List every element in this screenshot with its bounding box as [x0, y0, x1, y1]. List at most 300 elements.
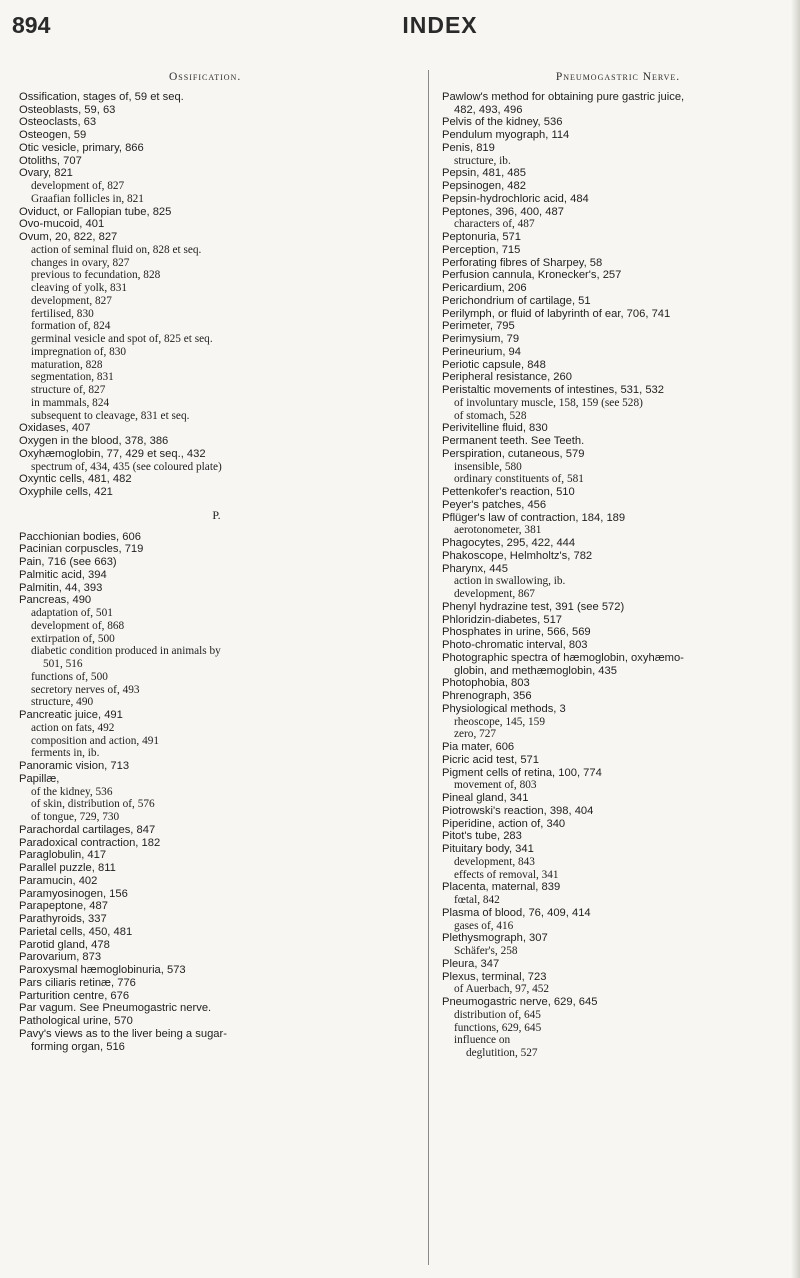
index-subentry [442, 588, 794, 601]
index-subentry [19, 633, 414, 646]
index-subentry [19, 684, 414, 697]
index-entry [19, 448, 414, 461]
entry-text: Pettenkofer's reaction, 510 [442, 486, 575, 498]
index-subentry [19, 461, 414, 474]
entry-text: Parotid gland, 478 [19, 938, 110, 951]
entry-text: subsequent to cleavage, 831 et seq. [31, 409, 190, 422]
entry-text: ordinary constituents of, 581 [454, 473, 584, 486]
index-subentry [19, 333, 414, 346]
entry-text: of tongue, 729, 730 [31, 811, 120, 823]
index-subentry [442, 524, 794, 537]
entry-text: fertilised, 830 [31, 307, 94, 320]
entry-text: Ossification, stages of, 59 et seq. [19, 90, 184, 103]
index-entry [442, 499, 794, 512]
page-edge-shadow [791, 0, 800, 1278]
entry-text: Pawlow's method for obtaining pure gastric juice, [442, 90, 685, 103]
entry-text: Phakoscope, Helmholtz's, 782 [442, 549, 593, 562]
index-entry [442, 639, 794, 652]
entry-text: Phagocytes, 295, 422, 444 [442, 537, 576, 549]
index-entry [19, 951, 414, 964]
entry-text: extirpation of, 500 [31, 632, 115, 645]
index-subentry [19, 671, 414, 684]
entry-text: Peripheral resistance, 260 [442, 371, 572, 384]
entry-text: Penis, 819 [442, 141, 495, 154]
index-subentry [19, 410, 414, 423]
entry-text: adaptation of, 501 [31, 607, 113, 619]
entry-text: ferments in, ib. [31, 747, 100, 760]
index-entry [442, 690, 794, 703]
index-entry [442, 295, 794, 308]
index-subentry [442, 473, 794, 486]
index-subentry [442, 575, 794, 588]
index-entry [19, 129, 414, 142]
entry-text: Oviduct, or Fallopian tube, 825 [19, 205, 172, 218]
index-entry [19, 582, 414, 595]
entry-text: Plasma of blood, 76, 409, 414 [442, 906, 591, 919]
index-entry [19, 913, 414, 926]
entry-text: Phenyl hydrazine test, 391 (see 572) [442, 600, 625, 613]
entry-text: Piotrowski's reaction, 398, 404 [442, 804, 594, 817]
index-subentry [19, 786, 414, 799]
index-entry [442, 843, 794, 856]
entry-continuation: forming organ, 516 [31, 1040, 125, 1053]
entry-text: Par vagum. See Pneumogastric nerve. [19, 1002, 212, 1015]
index-subentry [19, 269, 414, 282]
entry-text: Pitot's tube, 283 [442, 830, 522, 843]
entry-text: Parovarium, 873 [19, 951, 102, 964]
entry-text: Ovary, 821 [19, 167, 73, 180]
entry-text: Otic vesicle, primary, 866 [19, 141, 144, 154]
index-entry [442, 333, 794, 346]
index-entry [442, 142, 794, 155]
page-title: INDEX [402, 12, 478, 38]
index-entry [442, 384, 794, 397]
index-entry [442, 767, 794, 780]
entry-text: Pneumogastric nerve, 629, 645 [442, 996, 598, 1008]
entry-text: structure, 490 [31, 696, 94, 709]
entry-text: Oxyphile cells, 421 [19, 486, 113, 498]
index-entry [442, 932, 794, 945]
index-subentry [19, 180, 414, 193]
entry-text: development, 827 [31, 294, 112, 307]
entry-text: aerotonometer, 381 [454, 524, 542, 537]
index-subentry [19, 620, 414, 633]
index-subentry [442, 983, 794, 996]
entry-text: Oxyntic cells, 481, 482 [19, 473, 132, 486]
index-subentry [442, 856, 794, 869]
index-entry [19, 926, 414, 939]
index-entry [19, 91, 414, 104]
left-column [19, 71, 414, 1053]
index-subentry [19, 747, 414, 760]
index-entry [19, 760, 414, 773]
index-entry [19, 824, 414, 837]
index-subentry [442, 869, 794, 882]
right-column-heading: Pneumogastric Nerve. [555, 71, 681, 83]
entry-text: rheoscope, 145, 159 [454, 715, 545, 728]
entry-text: Parallel puzzle, 811 [19, 862, 116, 874]
index-entry [19, 1028, 414, 1054]
entry-text: Pituitary body, 341 [442, 843, 534, 855]
index-subentry [442, 397, 794, 410]
entry-text: Pigment cells of retina, 100, 774 [442, 766, 602, 779]
index-entry [442, 193, 794, 206]
index-entry [19, 167, 414, 180]
index-entry [442, 703, 794, 716]
index-entry [442, 677, 794, 690]
entry-text: Pelvis of the kidney, 536 [442, 116, 563, 129]
entry-text: deglutition, 527 [466, 1047, 538, 1059]
entry-text: Schäfer's, 258 [454, 945, 518, 957]
entry-text: gases of, 416 [454, 919, 514, 932]
entry-text: Perception, 715 [442, 243, 521, 256]
index-subentry [19, 282, 414, 295]
entry-text: development, 867 [454, 588, 535, 600]
entry-continuation: globin, and methæmoglobin, 435 [454, 664, 617, 677]
entry-text: Palmitic acid, 394 [19, 568, 107, 581]
index-entry [442, 550, 794, 563]
index-entry [442, 422, 794, 435]
index-entry [442, 257, 794, 270]
index-entry [442, 206, 794, 219]
entry-text: Paramyosinogen, 156 [19, 887, 128, 900]
entry-text: spectrum of, 434, 435 (see coloured plate) [31, 460, 222, 473]
index-entry [442, 308, 794, 321]
index-subentry [442, 894, 794, 907]
entry-text: Pleura, 347 [442, 957, 500, 970]
index-subentry [442, 218, 794, 231]
entry-text: impregnation of, 830 [31, 345, 127, 358]
index-subentry [442, 461, 794, 474]
index-subentry [19, 645, 414, 671]
entry-text: Pavy's views as to the liver being a sugar- [19, 1027, 227, 1040]
index-entry [19, 849, 414, 862]
entry-text: previous to fecundation, 828 [31, 269, 161, 282]
index-entry [19, 1015, 414, 1028]
index-entry [19, 543, 414, 556]
entry-text: of involuntary muscle, 158, 159 (see 528) [454, 396, 643, 409]
index-entry [19, 531, 414, 544]
entry-text: influence on [454, 1034, 511, 1047]
entry-text: Phrenograph, 356 [442, 690, 532, 702]
entry-text: Peyer's patches, 456 [442, 498, 547, 511]
entry-text: of the kidney, 536 [31, 785, 113, 798]
entry-text: Pineal gland, 341 [442, 792, 529, 804]
entry-text: Oxyhæmoglobin, 77, 429 et seq., 432 [19, 447, 206, 460]
entry-text: of stomach, 528 [454, 409, 527, 422]
entry-text: Papillæ, [19, 772, 60, 785]
entry-text: Physiological methods, 3 [442, 702, 566, 715]
entry-text: Perfusion cannula, Kronecker's, 257 [442, 269, 622, 282]
index-entry [442, 512, 794, 525]
index-subentry [19, 371, 414, 384]
entry-continuation: 501, 516 [43, 658, 83, 670]
entry-continuation: 482, 493, 496 [454, 103, 523, 116]
index-entry [442, 435, 794, 448]
index-subentry [19, 359, 414, 372]
entry-text: Paradoxical contraction, 182 [19, 836, 161, 849]
index-list-p [19, 531, 414, 1054]
entry-text: structure, ib. [454, 154, 511, 167]
entry-text: Photo-chromatic interval, 803 [442, 639, 588, 651]
index-subentry [19, 346, 414, 359]
entry-text: zero, 727 [454, 728, 497, 741]
entry-text: Pepsin, 481, 485 [442, 167, 526, 180]
index-entry [19, 709, 414, 722]
entry-text: Plexus, terminal, 723 [442, 970, 547, 983]
index-entry [442, 996, 794, 1009]
entry-text: Pepsinogen, 482 [442, 180, 526, 192]
entry-text: Ovum, 20, 822, 827 [19, 231, 118, 243]
entry-text: development of, 868 [31, 619, 125, 632]
index-entry [442, 830, 794, 843]
index-subentry [442, 1034, 794, 1047]
index-subentry [19, 735, 414, 748]
entry-text: action in swallowing, ib. [454, 575, 566, 588]
entry-text: distribution of, 645 [454, 1008, 541, 1021]
entry-text: Palmitin, 44, 393 [19, 581, 103, 594]
index-entry [442, 754, 794, 767]
entry-text: functions of, 500 [31, 670, 108, 683]
entry-text: Placenta, maternal, 839 [442, 881, 561, 894]
index-entry [442, 371, 794, 384]
right-column [442, 71, 794, 1060]
entry-text: Pia mater, 606 [442, 741, 515, 753]
index-subentry [442, 410, 794, 423]
column-divider [428, 70, 429, 1265]
entry-text: Parturition centre, 676 [19, 989, 130, 1002]
index-entry [442, 282, 794, 295]
entry-text: diabetic condition produced in animals by [31, 645, 221, 658]
index-entry [19, 773, 414, 786]
entry-text: Pacchionian bodies, 606 [19, 530, 141, 543]
index-entry [442, 537, 794, 550]
entry-text: Phosphates in urine, 566, 569 [442, 626, 591, 639]
index-entry [442, 180, 794, 193]
index-entry [19, 862, 414, 875]
index-entry [19, 888, 414, 901]
entry-text: Pacinian corpuscles, 719 [19, 543, 144, 556]
index-subentry [19, 397, 414, 410]
page-number: 894 [12, 12, 51, 38]
entry-text: characters of, 487 [454, 218, 535, 231]
entry-text: structure of, 827 [31, 384, 106, 396]
entry-text: Pancreatic juice, 491 [19, 709, 123, 721]
entry-text: Perilymph, or fluid of labyrinth of ear, 706, 741 [442, 307, 671, 320]
entry-text: action of seminal fluid on, 828 et seq. [31, 243, 202, 256]
entry-text: Paroxysmal hæmoglobinuria, 573 [19, 964, 186, 976]
entry-text: functions, 629, 645 [454, 1021, 542, 1034]
entry-text: Perspiration, cutaneous, 579 [442, 447, 585, 460]
entry-text: Parietal cells, 450, 481 [19, 925, 133, 938]
index-entry [442, 614, 794, 627]
index-subentry [19, 244, 414, 257]
index-entry [442, 320, 794, 333]
entry-text: movement of, 803 [454, 779, 537, 792]
index-entry [442, 359, 794, 372]
entry-text: Otoliths, 707 [19, 154, 82, 167]
entry-text: Peptonuria, 571 [442, 231, 521, 243]
index-entry [442, 805, 794, 818]
entry-text: maturation, 828 [31, 358, 103, 371]
index-entry [19, 990, 414, 1003]
index-entry [19, 875, 414, 888]
entry-text: Oxygen in the blood, 378, 386 [19, 435, 169, 447]
index-entry [19, 116, 414, 129]
index-subentry [19, 722, 414, 735]
index-entry [442, 563, 794, 576]
index-entry [442, 958, 794, 971]
index-entry [442, 269, 794, 282]
index-entry [19, 218, 414, 231]
index-subentry [442, 945, 794, 958]
index-subentry [19, 295, 414, 308]
entry-text: Oxidases, 407 [19, 422, 91, 435]
entry-text: Photophobia, 803 [442, 677, 530, 690]
index-entry [442, 818, 794, 831]
index-entry [442, 486, 794, 499]
index-subentry [442, 1022, 794, 1035]
index-list-o [19, 91, 414, 499]
index-entry [442, 346, 794, 359]
index-subentry [19, 193, 414, 206]
index-entry [442, 792, 794, 805]
entry-text: Paraglobulin, 417 [19, 849, 107, 862]
entry-text: Picric acid test, 571 [442, 753, 540, 766]
entry-text: Peptones, 396, 400, 487 [442, 205, 564, 218]
entry-text: Parachordal cartilages, 847 [19, 823, 156, 836]
index-subentry [19, 696, 414, 709]
index-entry [19, 556, 414, 569]
entry-text: Pendulum myograph, 114 [442, 129, 570, 141]
entry-text: Perimysium, 79 [442, 333, 520, 345]
entry-text: Perivitelline fluid, 830 [442, 422, 548, 435]
index-entry [442, 167, 794, 180]
index-subentry [19, 811, 414, 824]
entry-text: Parathyroids, 337 [19, 913, 107, 925]
index-entry [19, 435, 414, 448]
index-subentry [442, 716, 794, 729]
index-entry [19, 206, 414, 219]
index-entry [19, 900, 414, 913]
index-subentry [19, 607, 414, 620]
entry-text: fœtal, 842 [454, 894, 500, 906]
index-subentry [19, 257, 414, 270]
index-entry [19, 837, 414, 850]
entry-text: formation of, 824 [31, 320, 111, 333]
entry-text: secretory nerves of, 493 [31, 683, 140, 696]
entry-text: Piperidine, action of, 340 [442, 817, 566, 830]
index-list-right [442, 91, 794, 1060]
entry-text: Pancreas, 490 [19, 594, 92, 607]
index-entry [19, 569, 414, 582]
entry-text: of skin, distribution of, 576 [31, 798, 155, 811]
entry-text: segmentation, 831 [31, 371, 114, 384]
entry-text: Photographic spectra of hæmoglobin, oxyhæmo- [442, 651, 684, 664]
index-entry [442, 601, 794, 614]
entry-text: Pathological urine, 570 [19, 1015, 133, 1027]
entry-text: Peristaltic movements of intestines, 531, 532 [442, 384, 664, 396]
index-entry [442, 448, 794, 461]
index-subentry [442, 779, 794, 792]
entry-text: Pflüger's law of contraction, 184, 189 [442, 511, 626, 524]
entry-text: Phloridzin-diabetes, 517 [442, 613, 563, 626]
index-entry [442, 91, 794, 117]
entry-text: Perineurium, 94 [442, 345, 521, 358]
index-entry [19, 939, 414, 952]
index-entry [19, 142, 414, 155]
entry-text: Osteogen, 59 [19, 129, 87, 141]
entry-text: Graafian follicles in, 821 [31, 192, 144, 205]
index-subentry [442, 1047, 794, 1060]
index-entry [442, 741, 794, 754]
index-subentry [442, 1009, 794, 1022]
left-column-heading: Ossification. [169, 71, 242, 83]
entry-text: Perichondrium of cartilage, 51 [442, 294, 591, 307]
entry-text: Perforating fibres of Sharpey, 58 [442, 256, 603, 269]
entry-text: of Auerbach, 97, 452 [454, 983, 550, 996]
entry-text: Pericardium, 206 [442, 282, 527, 294]
entry-text: Pars ciliaris retinæ, 776 [19, 976, 136, 989]
entry-text: Panoramic vision, 713 [19, 760, 130, 772]
index-entry [442, 129, 794, 142]
entry-text: Permanent teeth. See Teeth. [442, 435, 585, 447]
entry-text: development, 843 [454, 855, 535, 868]
entry-text: germinal vesicle and spot of, 825 et seq. [31, 333, 213, 345]
index-entry [442, 971, 794, 984]
index-entry [19, 473, 414, 486]
index-entry [19, 964, 414, 977]
entry-text: Plethysmograph, 307 [442, 932, 548, 945]
index-entry [19, 594, 414, 607]
entry-text: development of, 827 [31, 180, 125, 192]
index-subentry [442, 155, 794, 168]
index-subentry [19, 308, 414, 321]
entry-text: Pepsin-hydrochloric acid, 484 [442, 192, 589, 205]
index-entry [19, 422, 414, 435]
index-entry [442, 907, 794, 920]
entry-text: Pain, 716 (see 663) [19, 556, 117, 568]
entry-text: Pharynx, 445 [442, 562, 508, 575]
entry-text: effects of removal, 341 [454, 868, 559, 881]
entry-text: cleaving of yolk, 831 [31, 282, 128, 294]
index-subentry [19, 384, 414, 397]
index-entry [19, 104, 414, 117]
entry-text: composition and action, 491 [31, 734, 160, 747]
index-entry [19, 486, 414, 499]
index-entry [442, 231, 794, 244]
entry-text: Paramucin, 402 [19, 874, 98, 887]
index-entry [19, 1002, 414, 1015]
entry-text: Osteoblasts, 59, 63 [19, 103, 116, 116]
index-entry [442, 652, 794, 678]
entry-text: changes in ovary, 827 [31, 256, 130, 269]
entry-text: Parapeptone, 487 [19, 900, 108, 913]
entry-text: insensible, 580 [454, 460, 522, 473]
index-subentry [19, 798, 414, 811]
index-entry [19, 155, 414, 168]
entry-text: in mammals, 824 [31, 396, 110, 409]
entry-text: Ovo-mucoid, 401 [19, 218, 105, 231]
index-entry [19, 231, 414, 244]
section-letter-p: P. [212, 507, 221, 522]
index-entry [442, 244, 794, 257]
entry-text: Perimeter, 795 [442, 320, 515, 333]
index-subentry [19, 320, 414, 333]
entry-text: action on fats, 492 [31, 721, 115, 734]
index-entry [19, 977, 414, 990]
index-entry [442, 881, 794, 894]
